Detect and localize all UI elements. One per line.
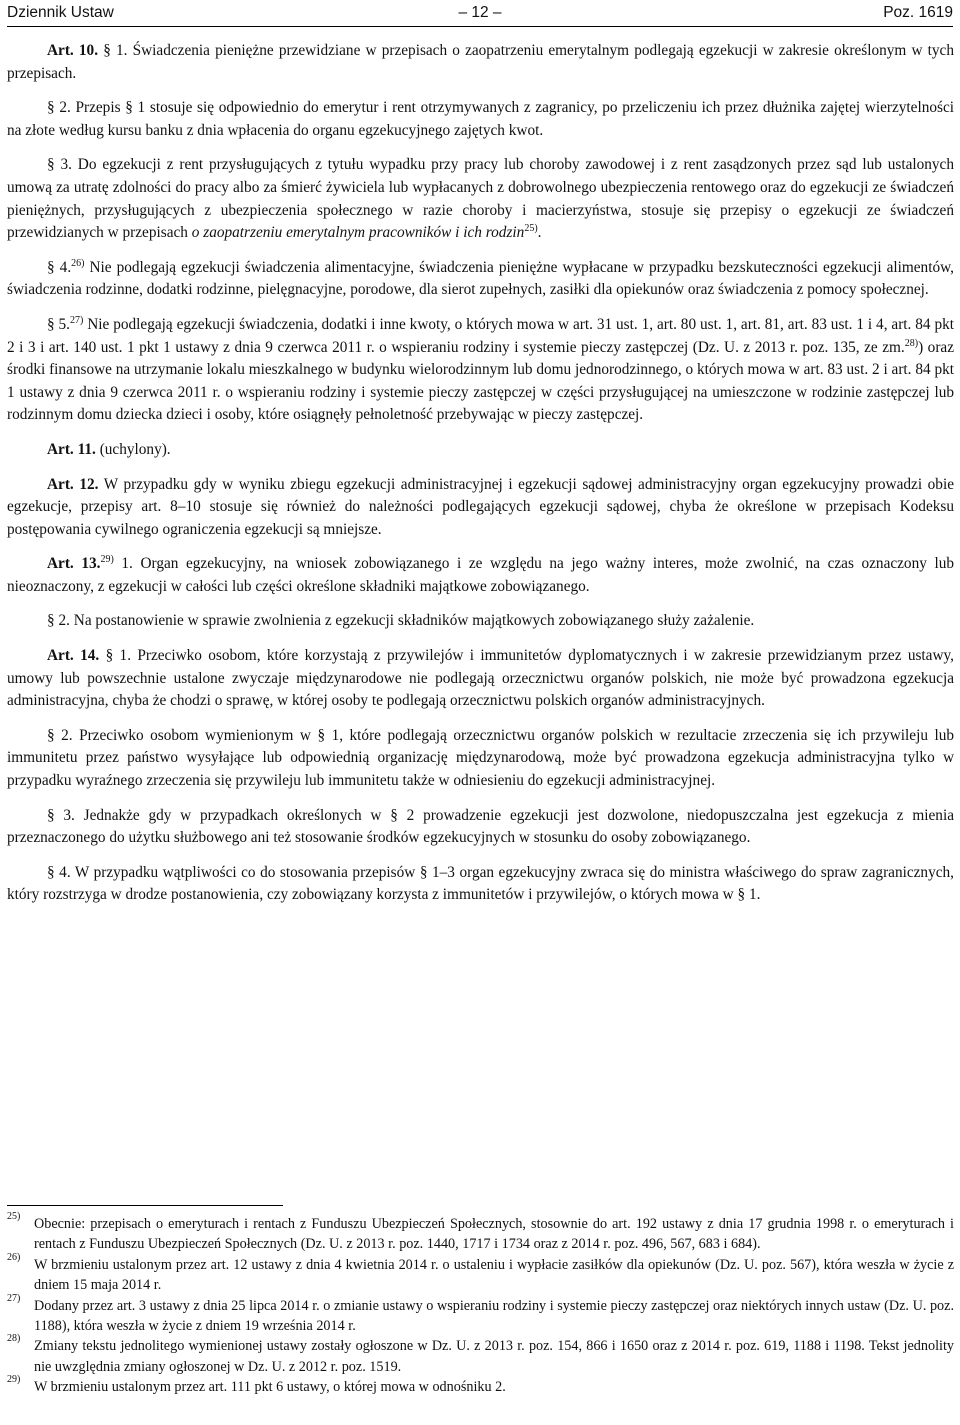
footnote-separator (7, 1205, 283, 1206)
art-14-par-2: § 2. Przeciwko osobom wymienionym w § 1, które podlegają orzecznictwu organów polskich w rezultacie zrzeczenia się ich przywileju lub immunitetu przez państwo wysyłające lub odpowiednią organizację międzynarodową, może być prowadzona egzekucja administracyjna tylko w przypadku wyraźnego zrzeczenia się przywileju lub immunitetu także w odniesieniu do egzekucji administracyjnej. (7, 726, 954, 790)
footnote-25: 25) Obecnie: przepisach o emeryturach i rentach z Funduszu Ubezpieczeń Społecznych, stosownie do art. 192 ustawy z dnia 17 grudnia 1998 r. o emeryturach i rentach z Funduszu Ubezpieczeń Społecznych (Dz. U. z 2013 r. poz. 1440, 1717 i 1734 oraz z 2014 r. poz. 496, 567, 683 i 684). (7, 1211, 954, 1253)
art-13-par-2: § 2. Na postanowienie w sprawie zwolnienia z egzekucji składników majątkowych zobowiązanego służy zażalenie. (47, 612, 755, 630)
page-number: – 12 – (458, 4, 502, 21)
italic-title: o zaopatrzeniu emerytalnym pracowników i ich rodzin (191, 224, 525, 242)
art-12-heading: Art. 12. (47, 475, 99, 493)
art-10-par-1 (7, 40, 954, 85)
art-10-par-2: § 2. Przepis § 1 stosuje się odpowiednio do emerytur i rent otrzymywanych z zagranicy, po przeliczeniu ich przez dłużnika zajętej wierzytelności na złote według kursu banku z dnia wpłacenia do organu egzekucyjnego zajętych kwot. (7, 99, 954, 139)
document-body (7, 40, 954, 907)
footnote-ref-27: 27) (70, 314, 84, 326)
art-14-par-1: Art. 14. § 1. Przeciwko osobom, które korzystają z przywilejów i immunitetów dyplomatycznych i w zakresie przewidzianym przez ustawy, umowy lub powszechnie ustalone zwyczaje międzynarodowe nie podlegają orzecznictwu organów polskich, nie może być prowadzona egzekucja administracyjna, chyba że chodzi o sprawę, w której osoby te podlegają orzecznictwu polskich organów administracyjnych. (7, 647, 954, 710)
art-12: Art. 12. W przypadku gdy w wyniku zbiegu egzekucji administracyjnej i egzekucji sądowej administracyjny organ egzekucyjny prowadzi obie egzekucje, przepisy art. 8–10 stosuje się również do należności podlegających egzekucji sądowej, chyba że określone w przepisach Kodeksu postępowania cywilnego ograniczenia egzekucji są mniejsze. (7, 475, 954, 538)
art-14-par-4: § 4. W przypadku wątpliwości co do stosowania przepisów § 1–3 organ egzekucyjny zwraca się do ministra właściwego do spraw zagranicznych, który rozstrzyga w drodze postanowienia, czy zobowiązany korzysta z immunitetów i przywilejów, o których mowa w § 1. (7, 863, 954, 904)
art-10-par-5: § 5.$^{27)}$ Nie podlegają egzekucji świadczenia, dodatki i inne kwoty, o których mowa w art. 31 ust. 1, art. 80 ust. 1, art. 81, art. 83 ust. 1 i 4, art. 84 pkt 2 i 3 i art. 140 ust. 1 pkt 1 ustawy z dnia 9 czerwca 2011 r. o wspieraniu rodziny i systemie pieczy zastępczej (Dz. U. z 2013 r. poz. 135, ze zm.$^{28)}$) oraz środki finansowe na utrzymanie lokalu mieszkalnego w budynku wielorodzinnym lub domu jednorodzinnego, o których mowa w art. 83 ust. 2 i art. 84 pkt 1 ustawy z dnia 9 czerwca 2011 r. o wspieraniu rodziny i systemie pieczy zastępczej w części przysługującej na umieszczone w rodzinie zastępczej lub rodzinnym domu dziecka dzieci i osoby, które osiągnęły pełnoletność przebywając w pieczy zastępczej. (7, 314, 954, 424)
footnote-29: 29) W brzmieniu ustalonym przez art. 111 pkt 6 ustawy, o której mowa w odnośniku 2. (7, 1374, 506, 1396)
art-11: Art. 11. (uchylony). (47, 440, 171, 458)
footnote-ref-29: 29) (100, 554, 114, 566)
footnote-27: 27) Dodany przez art. 3 ustawy z dnia 25 lipca 2014 r. o zmianie ustawy o wspieraniu rodziny i systemie pieczy zastępczej oraz niektórych innych ustaw (Dz. U. poz. 1188), która weszła w życie z dniem 19 września 2014 r. (7, 1292, 954, 1335)
footnote-28: 28) Zmiany tekstu jednolitego wymienionej ustawy zostały ogłoszone w Dz. U. z 2013 r. poz. 154, 866 i 1650 oraz z 2014 r. poz. 619, 1188 i 1198. Tekst jednolity nie uwzględnia zmiany ogłoszonej w Dz. U. z 2012 r. poz. 1519. (7, 1333, 954, 1375)
art-13-heading: Art. 13. (47, 555, 101, 573)
art-10-par-3: § 3. Do egzekucji z rent przysługujących z tytułu wypadku przy pracy lub choroby zawodowej i z rent zasądzonych przez sąd lub ustalonych umową za utratę zdolności do pracy albo za śmierć żywiciela lub wypłacanych z dobrowolnego ubezpieczenia rentowego oraz do egzekucji ze świadczeń pieniężnych, przysługujących z ubezpieczenia społecznego w razie choroby i macierzyństwa, stosuje się przepisy o egzekucji ze świadczeń przewidzianych w przepisach o zaopatrzeniu emerytalnym pracowników i ich rodzin$^{25)}$. (7, 156, 954, 242)
art-14-heading: Art. 14. (47, 647, 100, 665)
page-header (7, 0, 953, 27)
footnote-26: 26) W brzmieniu ustalonym przez art. 12 ustawy z dnia 4 kwietnia 2014 r. o ustaleniu i wypłacie zasiłków dla opiekunów (Dz. U. poz. 567), która weszła w życie z dniem 15 maja 2014 r. (7, 1251, 954, 1294)
footnote-ref-28: 28) (904, 337, 919, 349)
item-number: Poz. 1619 (883, 4, 953, 21)
art-14-par-3: § 3. Jednakże gdy w przypadkach określonych w § 2 prowadzenie egzekucji jest dozwolone, niedopuszczalna jest egzekucja z mienia przeznaczonego do użytku służbowego ani też stosowanie środków egzekucyjnych w stosunku do osoby zobowiązanego. (7, 806, 954, 847)
footnotes (7, 1211, 954, 1398)
art-10-heading: Art. 10. (47, 42, 99, 59)
art-13-par-1: Art. 13.$^{29)}$ 1. Organ egzekucyjny, na wniosek zobowiązanego i ze względu na jego ważny interes, może zwolnić, na czas oznaczony lub nieoznaczony, z egzekucji w całości lub części określone składniki majątkowe zobowiązanego. (7, 554, 955, 595)
journal-title: Dziennik Ustaw (7, 4, 114, 21)
footnote-ref-26: 26) (71, 257, 85, 269)
footnote-ref-25: 25) (524, 223, 538, 235)
art-10-par-1-text: § 1. Świadczenia pieniężne przewidziane w przepisach o zaopatrzeniu emerytalnym podlegają egzekucji w zakresie określonym w tych przepisach. (7, 42, 954, 82)
art-11-heading: Art. 11. (47, 440, 96, 458)
art-10-par-4: § 4.$^{26)}$ Nie podlegają egzekucji świadczenia alimentacyjne, świadczenia pieniężne wypłacane w przypadku bezskuteczności egzekucji alimentów, świadczenia rodzinne, dodatki rodzinne, pielęgnacyjne, porodowe, dla sierot zupełnych, zasiłki dla opiekunów oraz świadczenia z pomocy społecznej. (7, 257, 954, 299)
